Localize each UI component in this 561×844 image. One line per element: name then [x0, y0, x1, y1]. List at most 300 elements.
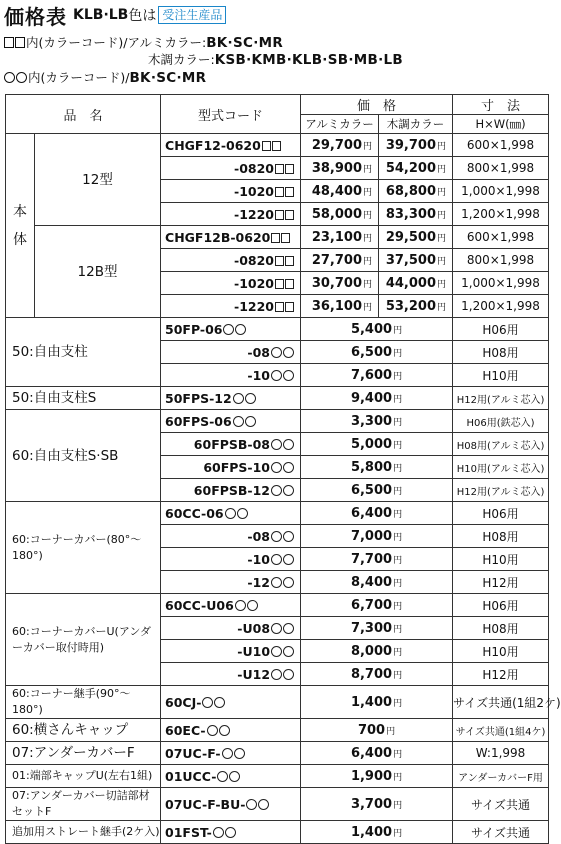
size-cell: H06用(鉄芯入) — [453, 410, 549, 433]
wood-price — [379, 295, 453, 318]
circle-mark-icon — [246, 799, 257, 810]
circle-mark-icon — [283, 439, 294, 450]
size-cell: W:1,998 — [453, 742, 549, 765]
yen-mark: 円 — [437, 256, 447, 267]
price-value: 36,100 — [311, 298, 362, 314]
yen-mark: 円 — [393, 463, 403, 474]
code-text: -U10 — [237, 643, 271, 659]
header-dim-unit: H×W(㎜) — [453, 115, 549, 134]
code-text: -12 — [247, 574, 271, 590]
price-value: 5,000 — [350, 436, 393, 452]
square-mark-icon — [271, 233, 280, 243]
code-text: 60FPSB-12 — [193, 482, 271, 498]
circle-mark-icon — [283, 347, 294, 358]
table-row — [6, 788, 549, 821]
price-value: 3,700 — [350, 796, 393, 812]
header-dim: 寸 法 — [453, 95, 549, 115]
part-price — [301, 364, 453, 387]
circle-mark-icon — [214, 697, 225, 708]
part-price — [301, 456, 453, 479]
size-cell: 800×1,998 — [453, 249, 549, 272]
yen-mark: 円 — [363, 233, 373, 244]
yen-mark: 円 — [393, 670, 403, 681]
price-value: 7,700 — [350, 551, 393, 567]
price-value: 53,200 — [385, 298, 437, 314]
yen-mark: 円 — [393, 828, 403, 839]
yen-mark: 円 — [393, 486, 403, 497]
price-value: 83,300 — [385, 206, 437, 222]
model-code — [161, 433, 301, 456]
yen-mark: 円 — [393, 394, 403, 405]
table-row — [6, 318, 549, 341]
code-text: 07UC-F- — [165, 745, 221, 761]
code-text: CHGF12B-0620 — [165, 229, 271, 245]
circle-mark-icon — [235, 324, 246, 335]
order-badge: 受注生産品 — [158, 6, 226, 24]
part-price — [301, 479, 453, 502]
size-cell: H08用(アルミ芯入) — [453, 433, 549, 456]
price-value: 8,400 — [350, 574, 393, 590]
part-name: 追加用ストレート継手(2ケ入) — [6, 821, 161, 844]
circle-mark-icon — [219, 725, 230, 736]
alu-price — [301, 180, 379, 203]
color-note-prefix: 色は — [128, 8, 157, 24]
part-price — [301, 502, 453, 525]
circle-mark-icon — [217, 771, 228, 782]
alu-price — [301, 226, 379, 249]
circle-mark-icon — [283, 370, 294, 381]
square-mark-icon — [4, 37, 14, 48]
price-value: 29,500 — [385, 229, 437, 245]
model-code — [161, 571, 301, 594]
circle-mark-icon — [283, 646, 294, 657]
title-row — [4, 2, 226, 28]
circle-mark-icon — [283, 623, 294, 634]
alu-price — [301, 157, 379, 180]
square-mark-icon — [272, 141, 281, 151]
size-cell: H06用 — [453, 594, 549, 617]
code-text: 60CC-U06 — [165, 597, 234, 613]
square-mark-icon — [275, 279, 284, 289]
circle-mark-icon — [271, 347, 282, 358]
wood-price — [379, 226, 453, 249]
part-name: 50:自由支柱 — [6, 318, 161, 387]
yen-mark: 円 — [393, 800, 403, 811]
table-row — [6, 134, 549, 157]
table-row — [6, 719, 549, 742]
wood-price — [379, 249, 453, 272]
table-row — [6, 765, 549, 788]
size-cell: H08用 — [453, 341, 549, 364]
honta-label-2: 体 — [13, 231, 27, 248]
header-code: 型式コード — [161, 95, 301, 134]
group-name: 12型 — [35, 134, 161, 226]
yen-mark: 円 — [393, 647, 403, 658]
alu-price — [301, 272, 379, 295]
code-text: -1020 — [234, 275, 275, 291]
price-value: 37,500 — [385, 252, 437, 268]
price-value: 1,900 — [350, 768, 393, 784]
model-code — [161, 318, 301, 341]
square-mark-icon — [275, 187, 284, 197]
part-price — [301, 742, 453, 765]
circle-mark-icon — [229, 771, 240, 782]
code-text: 60FPS-10 — [203, 459, 271, 475]
circle-mark-icon — [222, 748, 233, 759]
model-code — [161, 157, 301, 180]
part-name: 01:端部キャップU(左右1組) — [6, 765, 161, 788]
yen-mark: 円 — [437, 233, 447, 244]
part-price — [301, 821, 453, 844]
yen-mark: 円 — [393, 749, 403, 760]
size-cell: アンダーカバーF用 — [453, 765, 549, 788]
yen-mark: 円 — [393, 371, 403, 382]
yen-mark: 円 — [437, 187, 447, 198]
model-code — [161, 788, 301, 821]
circle-mark-icon — [223, 324, 234, 335]
square-mark-icon — [281, 233, 290, 243]
model-code — [161, 617, 301, 640]
model-code — [161, 203, 301, 226]
price-value: 6,700 — [350, 597, 393, 613]
circle-mark-icon — [237, 508, 248, 519]
part-price — [301, 341, 453, 364]
yen-mark: 円 — [437, 279, 447, 290]
circle-mark-icon — [271, 439, 282, 450]
table-row — [6, 226, 549, 249]
part-price — [301, 571, 453, 594]
wood-price — [379, 180, 453, 203]
circle-mark-icon — [258, 799, 269, 810]
table-row — [6, 742, 549, 765]
yen-mark: 円 — [393, 578, 403, 589]
yen-mark: 円 — [437, 141, 447, 152]
yen-mark: 円 — [393, 601, 403, 612]
model-code — [161, 295, 301, 318]
code-text: -1020 — [234, 183, 275, 199]
part-price — [301, 594, 453, 617]
circle-mark-icon — [245, 393, 256, 404]
size-cell: 1,200×1,998 — [453, 203, 549, 226]
page-title: 価格表 — [4, 4, 67, 29]
size-cell: サイズ共通 — [453, 788, 549, 821]
yen-mark: 円 — [363, 256, 373, 267]
part-name: 50:自由支柱S — [6, 387, 161, 410]
circle-mark-icon — [234, 748, 245, 759]
size-cell: H12用 — [453, 663, 549, 686]
size-cell: H12用(アルミ芯入) — [453, 387, 549, 410]
yen-mark: 円 — [393, 509, 403, 520]
yen-mark: 円 — [437, 164, 447, 175]
code-text: 60EC- — [165, 722, 206, 738]
circle-mark-icon — [225, 508, 236, 519]
size-cell: 1,000×1,998 — [453, 180, 549, 203]
table-row — [6, 594, 549, 617]
price-value: 1,400 — [350, 824, 393, 840]
color-note-1: 内(カラーコード)/アルミカラー:BK·SC·MR — [4, 35, 283, 51]
part-price — [301, 318, 453, 341]
table-row — [6, 502, 549, 525]
price-value: 58,000 — [311, 206, 362, 222]
table-row — [6, 410, 549, 433]
part-name: 60:コーナーカバーU(アンダーカバー取付時用) — [6, 594, 161, 686]
price-value: 6,400 — [350, 745, 393, 761]
code-text: -08 — [247, 344, 271, 360]
model-code — [161, 525, 301, 548]
yen-mark: 円 — [363, 302, 373, 313]
code-text: 50FPS-12 — [165, 390, 232, 406]
code-text: 07UC-F-BU- — [165, 796, 246, 812]
model-code — [161, 226, 301, 249]
code-text: -1220 — [234, 206, 275, 222]
model-code — [161, 765, 301, 788]
part-price — [301, 663, 453, 686]
code-text: 60CC-06 — [165, 505, 224, 521]
size-cell: 800×1,998 — [453, 157, 549, 180]
size-cell: H12用(アルミ芯入) — [453, 479, 549, 502]
code-text: -1220 — [234, 298, 275, 314]
code-text: -0820 — [234, 252, 275, 268]
part-price — [301, 410, 453, 433]
price-value: 30,700 — [311, 275, 362, 291]
part-price — [301, 433, 453, 456]
model-code — [161, 134, 301, 157]
size-cell: サイズ共通(1組4ケ) — [453, 719, 549, 742]
model-code — [161, 249, 301, 272]
model-code — [161, 272, 301, 295]
size-cell: H08用 — [453, 617, 549, 640]
table-row — [6, 821, 549, 844]
part-price — [301, 387, 453, 410]
alu-price — [301, 249, 379, 272]
wood-price — [379, 134, 453, 157]
code-text: -U12 — [237, 666, 271, 682]
table-row — [6, 387, 549, 410]
price-value: 6,500 — [350, 482, 393, 498]
circle-mark-icon — [245, 416, 256, 427]
yen-mark: 円 — [393, 532, 403, 543]
circle-mark-icon — [283, 577, 294, 588]
square-mark-icon — [275, 210, 284, 220]
circle-mark-icon — [225, 827, 236, 838]
code-text: -U08 — [237, 620, 271, 636]
wood-price — [379, 203, 453, 226]
header-name: 品 名 — [6, 95, 161, 134]
circle-mark-icon — [271, 485, 282, 496]
alu-price — [301, 203, 379, 226]
price-value: 48,400 — [311, 183, 362, 199]
wood-price — [379, 272, 453, 295]
price-table — [5, 94, 561, 844]
square-mark-icon — [285, 302, 294, 312]
alu-price — [301, 295, 379, 318]
circle-mark-icon — [283, 485, 294, 496]
color-note-2: 木調カラー:KSB·KMB·KLB·SB·MB·LB — [148, 52, 404, 68]
circle-mark-icon — [202, 697, 213, 708]
model-code — [161, 387, 301, 410]
code-text: CHGF12-0620 — [165, 137, 261, 153]
price-value: 68,800 — [385, 183, 437, 199]
model-code — [161, 640, 301, 663]
code-text: 60CJ- — [165, 694, 202, 710]
group-name: 12B型 — [35, 226, 161, 318]
size-cell: サイズ共通(1組2ケ) — [453, 686, 549, 719]
model-names: KLB·LB — [73, 7, 129, 23]
yen-mark: 円 — [437, 302, 447, 313]
price-value: 9,400 — [350, 390, 393, 406]
circle-mark-icon — [233, 416, 244, 427]
yen-mark: 円 — [363, 210, 373, 221]
size-cell: H10用 — [453, 640, 549, 663]
wood-price — [379, 157, 453, 180]
price-value: 8,700 — [350, 666, 393, 682]
header-price: 価 格 — [301, 95, 453, 115]
price-value: 29,700 — [311, 137, 362, 153]
price-value: 8,000 — [350, 643, 393, 659]
part-name: 60:コーナーカバー(80°〜180°) — [6, 502, 161, 594]
price-value: 23,100 — [311, 229, 362, 245]
model-code — [161, 719, 301, 742]
part-price — [301, 617, 453, 640]
model-code — [161, 594, 301, 617]
yen-mark: 円 — [393, 417, 403, 428]
circle-mark-icon — [235, 600, 246, 611]
square-mark-icon — [285, 164, 294, 174]
square-mark-icon — [275, 256, 284, 266]
price-value: 54,200 — [385, 160, 437, 176]
part-name: 60:コーナー継手(90°〜180°) — [6, 686, 161, 719]
yen-mark: 円 — [393, 772, 403, 783]
circle-mark-icon — [283, 462, 294, 473]
part-price — [301, 765, 453, 788]
part-price — [301, 686, 453, 719]
model-code — [161, 686, 301, 719]
honta-label-1: 本 — [13, 203, 27, 220]
code-text: -0820 — [234, 160, 275, 176]
table-row — [6, 686, 549, 719]
price-value: 6,400 — [350, 505, 393, 521]
circle-mark-icon — [283, 554, 294, 565]
code-text: 01FST- — [165, 824, 212, 840]
circle-mark-icon — [271, 462, 282, 473]
size-cell: 600×1,998 — [453, 134, 549, 157]
part-name: 60:自由支柱S·SB — [6, 410, 161, 502]
yen-mark: 円 — [393, 325, 403, 336]
yen-mark: 円 — [393, 698, 403, 709]
model-code — [161, 742, 301, 765]
code-text: 60FPSB-08 — [193, 436, 271, 452]
size-cell: H12用 — [453, 571, 549, 594]
yen-mark: 円 — [393, 555, 403, 566]
size-cell: H06用 — [453, 318, 549, 341]
part-price — [301, 788, 453, 821]
circle-mark-icon — [271, 554, 282, 565]
code-text: 60FPS-06 — [165, 413, 232, 429]
part-name: 60:横さんキャップ — [6, 719, 161, 742]
alu-price — [301, 134, 379, 157]
size-cell: H10用 — [453, 548, 549, 571]
code-text: 50FP-06 — [165, 321, 223, 337]
size-cell: サイズ共通 — [453, 821, 549, 844]
size-cell: H06用 — [453, 502, 549, 525]
model-code — [161, 663, 301, 686]
model-code — [161, 364, 301, 387]
price-value: 7,000 — [350, 528, 393, 544]
part-name: 07:アンダーカバーF — [6, 742, 161, 765]
price-value: 5,400 — [350, 321, 393, 337]
circle-mark-icon — [4, 72, 15, 83]
model-code — [161, 410, 301, 433]
model-code — [161, 180, 301, 203]
price-value: 44,000 — [385, 275, 437, 291]
part-price — [301, 525, 453, 548]
circle-mark-icon — [271, 531, 282, 542]
square-mark-icon — [15, 37, 25, 48]
circle-mark-icon — [283, 669, 294, 680]
square-mark-icon — [285, 256, 294, 266]
price-value: 5,800 — [350, 459, 393, 475]
price-value: 700 — [357, 722, 386, 738]
color-note-3: 内(カラーコード)/BK·SC·MR — [4, 70, 206, 86]
square-mark-icon — [285, 210, 294, 220]
square-mark-icon — [285, 279, 294, 289]
circle-mark-icon — [271, 623, 282, 634]
circle-mark-icon — [271, 577, 282, 588]
circle-mark-icon — [247, 600, 258, 611]
size-cell: H10用 — [453, 364, 549, 387]
model-code — [161, 502, 301, 525]
part-price — [301, 548, 453, 571]
square-mark-icon — [275, 302, 284, 312]
code-text: 01UCC- — [165, 768, 217, 784]
circle-mark-icon — [207, 725, 218, 736]
part-name: 07:アンダーカバー切詰部材セットF — [6, 788, 161, 821]
price-value: 38,900 — [311, 160, 362, 176]
circle-mark-icon — [271, 370, 282, 381]
yen-mark: 円 — [363, 141, 373, 152]
model-code — [161, 341, 301, 364]
part-price — [301, 719, 453, 742]
yen-mark: 円 — [393, 348, 403, 359]
header-alu: アルミカラー — [301, 115, 379, 134]
size-cell: 600×1,998 — [453, 226, 549, 249]
yen-mark: 円 — [393, 440, 403, 451]
size-cell: H10用(アルミ芯入) — [453, 456, 549, 479]
price-value: 7,600 — [350, 367, 393, 383]
price-value: 27,700 — [311, 252, 362, 268]
size-cell: 1,000×1,998 — [453, 272, 549, 295]
circle-mark-icon — [213, 827, 224, 838]
part-price — [301, 640, 453, 663]
circle-mark-icon — [233, 393, 244, 404]
yen-mark: 円 — [363, 279, 373, 290]
square-mark-icon — [285, 187, 294, 197]
circle-mark-icon — [271, 669, 282, 680]
circle-mark-icon — [283, 531, 294, 542]
yen-mark: 円 — [363, 187, 373, 198]
model-code — [161, 479, 301, 502]
yen-mark: 円 — [437, 210, 447, 221]
square-mark-icon — [275, 164, 284, 174]
model-code — [161, 456, 301, 479]
yen-mark: 円 — [393, 624, 403, 635]
circle-mark-icon — [16, 72, 27, 83]
model-code — [161, 821, 301, 844]
header-wood: 木調カラー — [379, 115, 453, 134]
circle-mark-icon — [271, 646, 282, 657]
model-code — [161, 548, 301, 571]
price-value: 3,300 — [350, 413, 393, 429]
